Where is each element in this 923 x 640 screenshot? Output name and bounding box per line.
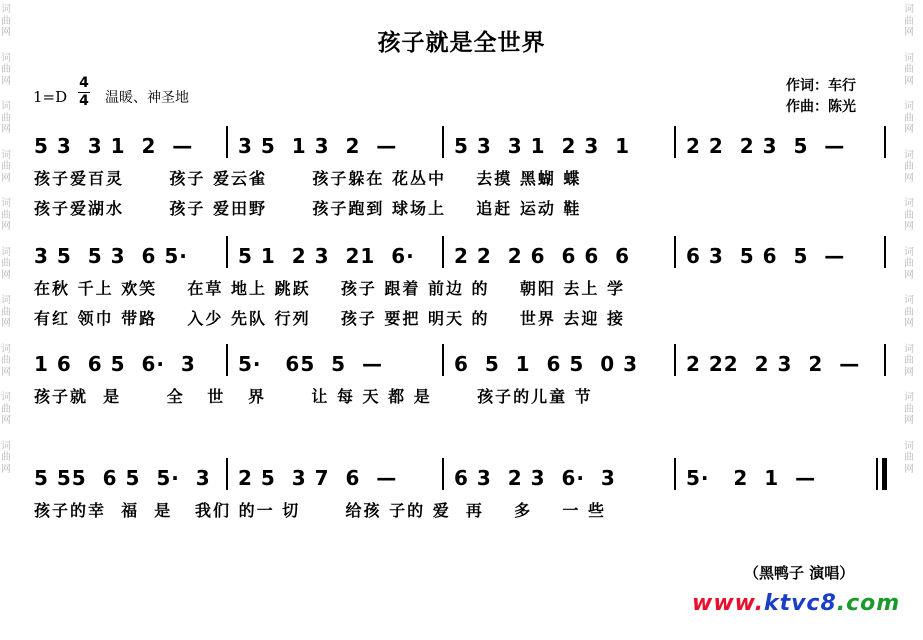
time-signature [78, 76, 90, 109]
measure-notes: 6 3 2 3 6· 3 [454, 466, 616, 490]
measure-notes: 2 2 2 3 5 — [686, 134, 846, 158]
measure [234, 132, 444, 162]
notation-line [30, 350, 900, 380]
measure [450, 464, 674, 494]
measure [682, 350, 882, 380]
measure-notes: 3 5 1 3 2 — [238, 134, 398, 158]
score-system-3 [0, 350, 923, 470]
site-logo-part: .com [836, 591, 901, 616]
measure-notes: 2 2 2 6 6 6 6 [454, 244, 631, 268]
score-system-2 [0, 242, 923, 362]
barline [674, 458, 676, 490]
measure [450, 242, 674, 272]
song-title: 孩子就是全世界 [377, 30, 546, 56]
lyrics-verse-1: 孩子的幸 福 是 我们 的一 切 给孩 子的 爱 再 多 一 些 [34, 501, 606, 520]
watermark-text: 词曲网 [1, 246, 11, 281]
barline [226, 236, 228, 268]
measure [450, 350, 674, 380]
barline [674, 126, 676, 158]
lyrics-verse-1: 孩子就 是 全 世 界 让 每 天 都 是 孩子的儿童 节 [34, 387, 593, 406]
measure-notes: 5 3 3 1 2 3 1 [454, 134, 631, 158]
watermark-text: 词曲网 [904, 101, 914, 135]
barline [442, 236, 444, 268]
final-barline-thick [882, 458, 887, 490]
time-signature-bottom: 4 [79, 93, 89, 109]
measure [682, 242, 882, 272]
lyrics-verse-1: 孩子爱百灵 孩子 爱云雀 孩子躲在 花丛中 去摸 黑蝴 蝶 [34, 169, 582, 188]
barline [442, 344, 444, 376]
measure [30, 132, 230, 162]
barline [226, 344, 228, 376]
barline [226, 126, 228, 158]
measure [30, 242, 230, 272]
watermark-text: 词曲网 [1, 4, 11, 38]
site-logo [692, 591, 900, 616]
measure [682, 464, 882, 494]
measure-notes: 2 5 3 7 6 — [238, 466, 398, 490]
watermark-text: 词曲网 [1, 295, 11, 329]
watermark-text: 词曲网 [904, 295, 914, 329]
measure-notes: 5 1 2 3 21 6· [238, 244, 415, 268]
watermark-text: 词曲网 [904, 198, 914, 232]
watermark-text: 词曲网 [904, 440, 914, 475]
measure [234, 464, 444, 494]
watermark-text: 词曲网 [1, 101, 11, 135]
final-barline-thin [876, 458, 878, 490]
measure [682, 132, 882, 162]
barline [226, 458, 228, 490]
watermark-text: 词曲网 [1, 343, 11, 378]
watermark-text: 词曲网 [1, 440, 11, 475]
site-logo-part: www. [692, 591, 764, 616]
measure-notes: 6 5 1 6 5 0 3 [454, 352, 639, 376]
measure-notes: 5· 2 1 — [686, 466, 817, 490]
measure-notes: 1 6 6 5 6· 3 [34, 352, 196, 376]
watermark-text: 词曲网 [904, 343, 914, 378]
watermark-text: 词曲网 [904, 52, 914, 87]
notation-line [30, 242, 900, 272]
performer-credit: （黑鸭子 演唱） [744, 564, 855, 582]
measure-notes: 2 22 2 3 2 — [686, 352, 861, 376]
barline [674, 344, 676, 376]
watermark-text: 词曲网 [904, 392, 914, 426]
measure [234, 350, 444, 380]
measure [30, 464, 230, 494]
barline [674, 236, 676, 268]
lyricist-credit: 作词：车行 [786, 78, 856, 94]
watermark-text: 词曲网 [1, 52, 11, 87]
composer-credit: 作曲：陈光 [786, 99, 856, 115]
lyrics-verse-2: 有红 领巾 带路 入少 先队 行列 孩子 要把 明天 的 世界 去迎 接 [34, 309, 625, 328]
measure [450, 132, 674, 162]
watermark-text: 词曲网 [904, 149, 914, 184]
barline [442, 458, 444, 490]
notation-line [30, 132, 900, 162]
barline [884, 344, 886, 376]
measure-notes: 5 55 6 5 5· 3 [34, 466, 211, 490]
measure-notes: 6 3 5 6 5 — [686, 244, 846, 268]
barline [884, 126, 886, 158]
score-system-1 [0, 132, 923, 252]
site-logo-part: ktvc8 [763, 591, 837, 616]
lyrics-verse-1: 在秋 千上 欢笑 在草 地上 跳跃 孩子 跟着 前边 的 朝阳 去上 学 [34, 279, 625, 298]
lyrics-verse-2: 孩子爱湖水 孩子 爱田野 孩子跑到 球场上 追赶 运动 鞋 [34, 199, 582, 218]
time-signature-top: 4 [79, 75, 89, 91]
watermark-text: 词曲网 [1, 198, 11, 232]
measure [30, 350, 230, 380]
watermark-text: 词曲网 [904, 4, 914, 38]
expression-mark: 温暖、神圣地 [105, 90, 189, 106]
measure-notes: 3 5 5 3 6 5· [34, 244, 188, 268]
notation-line [30, 464, 900, 494]
watermark-text: 词曲网 [904, 246, 914, 281]
watermark-text: 词曲网 [1, 149, 11, 184]
credits [786, 76, 856, 118]
measure-notes: 5· 65 5 — [238, 352, 384, 376]
watermark-text: 词曲网 [1, 392, 11, 426]
measure [234, 242, 444, 272]
key-signature: 1=D [33, 88, 68, 106]
measure-notes: 5 3 3 1 2 — [34, 134, 194, 158]
barline [884, 236, 886, 268]
barline [442, 126, 444, 158]
